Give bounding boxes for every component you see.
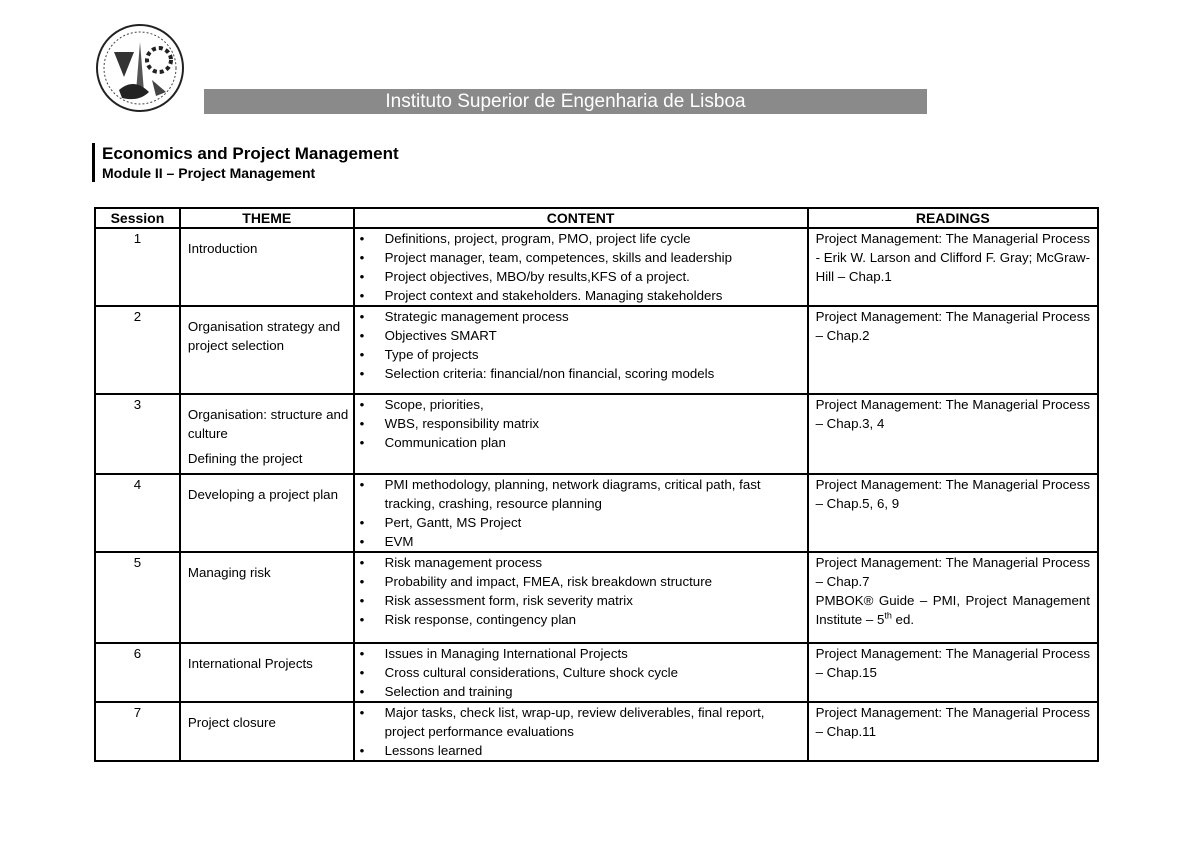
institute-logo	[94, 22, 186, 114]
content-cell	[354, 306, 808, 394]
readings-text: Project Management: The Managerial Process – Chap.5, 6, 9	[815, 477, 1090, 511]
content-item: • Strategic management process	[385, 307, 807, 326]
module-title: Module II – Project Management	[102, 165, 316, 181]
theme-text: Introduction	[187, 241, 258, 256]
theme-cell	[180, 702, 354, 761]
theme-cell	[180, 474, 354, 552]
readings-cell	[808, 394, 1098, 474]
content-item: • Probability and impact, FMEA, risk breakdown structure	[385, 572, 807, 591]
theme-text: Project closure	[187, 715, 276, 730]
content-cell	[354, 702, 808, 761]
content-cell	[354, 643, 808, 702]
theme-cell	[180, 643, 354, 702]
content-item: • Risk response, contingency plan	[385, 610, 807, 629]
table-row	[95, 306, 1098, 394]
content-cell	[354, 552, 808, 643]
readings-extra-text: PMBOK® Guide – PMI, Project Management Institute – 5th ed.	[815, 593, 1090, 627]
column-header-readings: READINGS	[808, 208, 1098, 228]
readings-text: Project Management: The Managerial Process - Erik W. Larson and Clifford F. Gray; McGraw-Hill – Chap.1	[815, 231, 1090, 284]
readings-cell	[808, 643, 1098, 702]
column-header-session: Session	[95, 208, 180, 228]
content-item: • Issues in Managing International Projects	[385, 644, 807, 663]
content-item: • PMI methodology, planning, network diagrams, critical path, fast tracking, crashing, resource planning	[385, 475, 807, 513]
readings-text: Project Management: The Managerial Process – Chap.2	[815, 309, 1090, 343]
content-item: • Risk management process	[385, 553, 807, 572]
theme-text: Developing a project plan	[187, 487, 338, 502]
theme-text: Managing risk	[187, 565, 271, 580]
readings-cell	[808, 228, 1098, 306]
column-header-content: CONTENT	[354, 208, 808, 228]
table-header-row	[95, 208, 1098, 228]
session-number: 6	[95, 643, 180, 702]
document-heading	[92, 143, 399, 182]
theme-cell	[180, 394, 354, 474]
content-item: • Selection and training	[385, 682, 807, 701]
table-row	[95, 552, 1098, 643]
theme-text: International Projects	[187, 656, 313, 671]
readings-text: Project Management: The Managerial Process – Chap.7	[815, 555, 1090, 589]
session-number: 2	[95, 306, 180, 394]
session-number: 4	[95, 474, 180, 552]
theme-cell	[180, 552, 354, 643]
institution-banner: Instituto Superior de Engenharia de Lisboa	[204, 89, 927, 114]
content-item: • Definitions, project, program, PMO, project life cycle	[385, 229, 807, 248]
content-item: • Project objectives, MBO/by results,KFS of a project.	[385, 267, 807, 286]
content-item: • Objectives SMART	[385, 326, 807, 345]
session-number: 7	[95, 702, 180, 761]
table-row	[95, 702, 1098, 761]
theme-subtext: Defining the project	[187, 451, 303, 466]
readings-text: Project Management: The Managerial Process – Chap.11	[815, 705, 1090, 739]
content-cell	[354, 474, 808, 552]
readings-text: Project Management: The Managerial Process – Chap.15	[815, 646, 1090, 680]
content-item: • Project manager, team, competences, skills and leadership	[385, 248, 807, 267]
content-cell	[354, 228, 808, 306]
readings-cell	[808, 474, 1098, 552]
content-item: • Scope, priorities,	[385, 395, 807, 414]
content-item: • Selection criteria: financial/non financial, scoring models	[385, 364, 807, 383]
content-item: • Lessons learned	[385, 741, 807, 760]
table-row	[95, 474, 1098, 552]
readings-text: Project Management: The Managerial Process – Chap.3, 4	[815, 397, 1090, 431]
content-item: • EVM	[385, 532, 807, 551]
content-item: • Communication plan	[385, 433, 807, 452]
session-number: 3	[95, 394, 180, 474]
content-item: • WBS, responsibility matrix	[385, 414, 807, 433]
theme-text: Organisation: structure and culture	[187, 407, 349, 441]
session-number: 5	[95, 552, 180, 643]
content-item: • Cross cultural considerations, Culture shock cycle	[385, 663, 807, 682]
theme-text: Organisation strategy and project selection	[187, 319, 341, 353]
readings-cell	[808, 306, 1098, 394]
readings-cell	[808, 552, 1098, 643]
table-row	[95, 228, 1098, 306]
theme-cell	[180, 228, 354, 306]
content-item: • Type of projects	[385, 345, 807, 364]
content-cell	[354, 394, 808, 474]
content-item: • Pert, Gantt, MS Project	[385, 513, 807, 532]
content-item: • Major tasks, check list, wrap-up, review deliverables, final report, project performance evaluations	[385, 703, 807, 741]
session-number: 1	[95, 228, 180, 306]
table-row	[95, 394, 1098, 474]
table-row	[95, 643, 1098, 702]
readings-cell	[808, 702, 1098, 761]
content-item: • Project context and stakeholders. Managing stakeholders	[385, 286, 807, 305]
content-item: • Risk assessment form, risk severity matrix	[385, 591, 807, 610]
session-schedule-table	[94, 207, 1099, 762]
column-header-theme: THEME	[180, 208, 354, 228]
theme-cell	[180, 306, 354, 394]
course-title: Economics and Project Management	[102, 144, 399, 163]
